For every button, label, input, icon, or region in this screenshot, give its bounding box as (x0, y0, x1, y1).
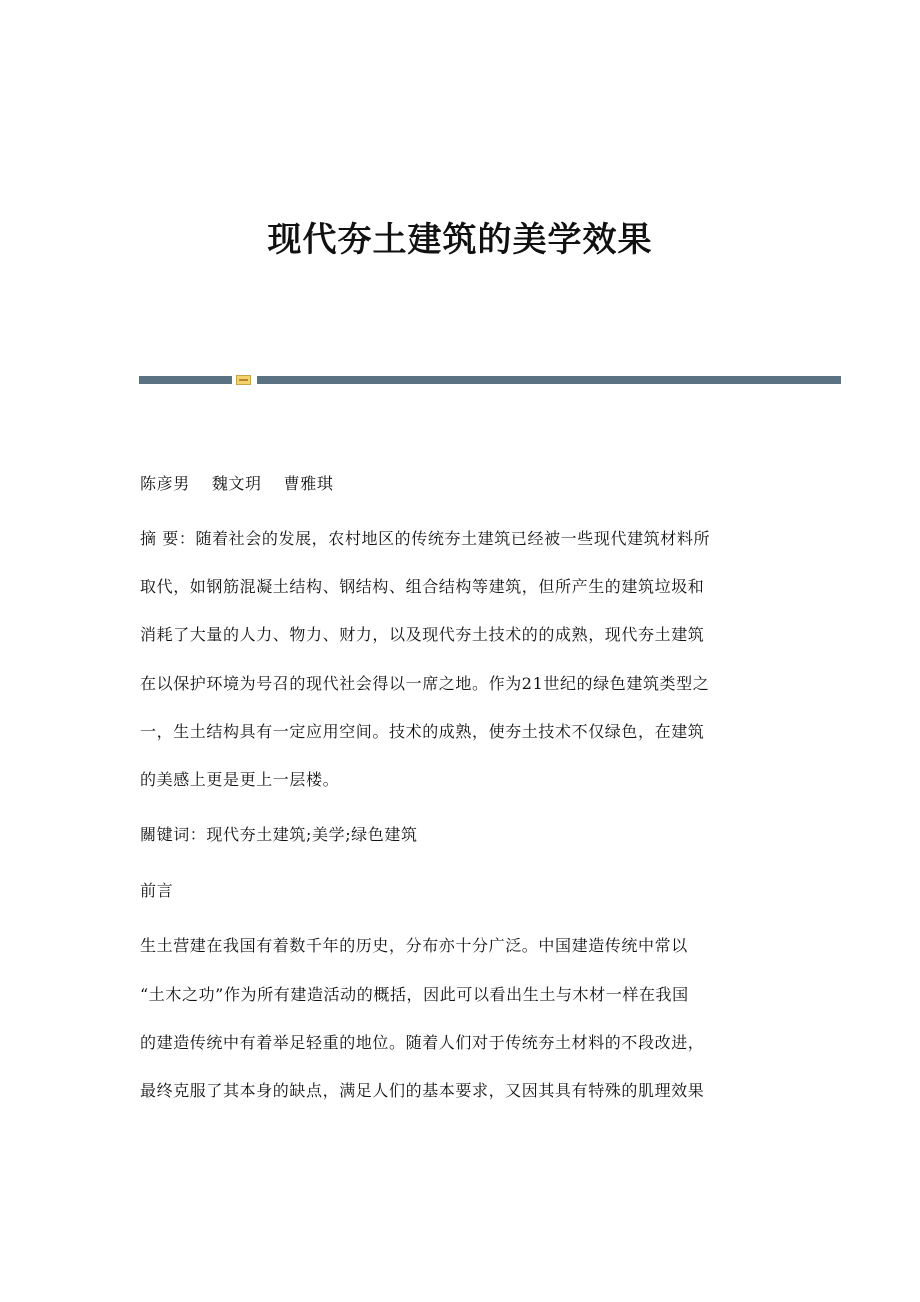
divider-right-segment (257, 376, 841, 384)
abstract-line: 摘 要：随着社会的发展，农村地区的传统夯土建筑已经被一些现代建筑材料所 (140, 529, 711, 548)
abstract-line: 取代，如钢筋混凝土结构、钢结构、组合结构等建筑，但所产生的建筑垃圾和 (140, 577, 705, 596)
body-line: 最终克服了其本身的缺点，满足人们的基本要求，又因其具有特殊的肌理效果 (140, 1081, 705, 1100)
author-name: 陈彦男 (140, 474, 190, 493)
author-list (140, 472, 355, 496)
document-title: 现代夯土建筑的美学效果 (267, 220, 653, 260)
abstract-line: 在以保护环境为号召的现代社会得以一席之地。作为21世纪的绿色建筑类型之 (140, 674, 710, 693)
keywords-line: 關键词：现代夯土建筑;美学;绿色建筑 (140, 825, 418, 844)
body-line: 生土营建在我国有着数千年的历史，分布亦十分广泛。中国建造传统中常以 (140, 936, 688, 955)
author-name: 魏文玥 (211, 474, 262, 493)
title-divider (139, 375, 841, 385)
abstract-line: 的美感上更是更上一层楼。 (140, 770, 340, 789)
abstract-line: 一，生土结构具有一定应用空间。技术的成熟，使夯土技术不仅绿色，在建筑 (140, 722, 705, 741)
body-line: 的建造传统中有着举足轻重的地位。随着人们对于传统夯土材料的不段改进， (140, 1033, 705, 1052)
divider-left-segment (139, 376, 232, 384)
divider-ornament-icon (236, 375, 251, 385)
section-heading: 前言 (140, 881, 174, 900)
author-name: 曹雅琪 (283, 474, 334, 493)
body-line: “土木之功”作为所有建造活动的概括，因此可以看出生土与木材一样在我国 (140, 985, 689, 1004)
abstract-line: 消耗了大量的人力、物力、财力，以及现代夯土技术的的成熟，现代夯土建筑 (140, 625, 705, 644)
